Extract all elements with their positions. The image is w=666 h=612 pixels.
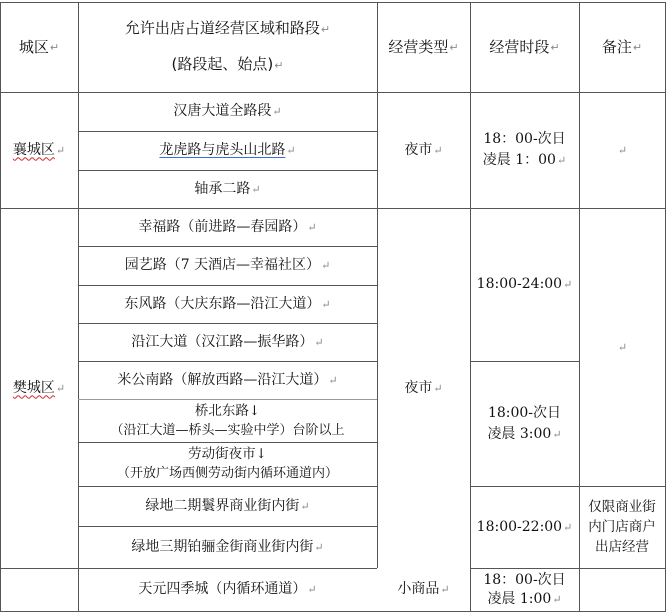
- type-last: 小商品 ↵: [377, 568, 470, 611]
- header-area-line1: 允许出店占道经营区域和路段: [124, 19, 320, 37]
- road-cell: 天元四季城（内循环通道） ↵: [138, 581, 317, 597]
- hours-line: 凌晨 3:00: [487, 425, 552, 442]
- road-line: （开放广场西侧劳动街内循环通道内）: [116, 466, 338, 481]
- road-line: 桥北东路↓: [194, 402, 261, 419]
- note-fancheng-b: 仅限商业街内门店商户出店经营: [588, 499, 656, 555]
- hours-line: 凌晨 1：00: [482, 152, 556, 168]
- note-fancheng-a: ↵: [617, 340, 628, 354]
- road-cell: 幸福路（前进路—春园路） ↵: [138, 218, 317, 235]
- type-fancheng: 夜市 ↵: [404, 379, 443, 396]
- road-line: （沿江大道—桥头—实验中学）台阶以上: [110, 422, 345, 438]
- road-cell: [78, 399, 377, 442]
- road-cell: 轴承二路 ↵: [194, 180, 261, 197]
- road-cell: 龙虎路与虎头山北路 ↵: [159, 142, 296, 158]
- district-fancheng: 樊城区 ↵: [12, 379, 66, 396]
- header-area: 允许出店占道经营区域和路段↵ (路段起、始点)↵: [124, 19, 331, 73]
- hours-fancheng-b: 18:00-次日 凌晨 3:00↵: [487, 404, 562, 442]
- header-area-line2: (路段起、始点): [171, 55, 274, 73]
- road-cell: 米公南路（解放西路—沿江大道） ↵: [117, 371, 338, 388]
- road-line: 劳动街夜市↓: [188, 446, 267, 462]
- type-xiangcheng: 夜市 ↵: [404, 141, 443, 158]
- hours-line: 18：00-次日: [483, 571, 566, 588]
- road-cell: 东风路（大庆东路—沿江大道） ↵: [124, 295, 331, 312]
- hours-xiangcheng: 18：00-次日 凌晨 1：00↵: [482, 131, 567, 168]
- hours-fancheng-c: 18:00-22:00 ↵: [476, 518, 573, 535]
- header-hours: 经营时段 ↵: [489, 37, 560, 56]
- road-cell: 园艺路（7 天酒店—幸福社区） ↵: [124, 257, 331, 273]
- hours-line: 18：00-次日: [483, 131, 566, 147]
- road-cell: 绿地二期鬟界商业街内街 ↵: [145, 497, 310, 514]
- note-xiangcheng: ↵: [617, 143, 628, 157]
- road-cell: [78, 442, 377, 486]
- header-note: 备注 ↵: [601, 37, 643, 56]
- hours-line: 凌晨 1:00: [487, 590, 552, 607]
- header-district: 城区 ↵: [18, 37, 60, 56]
- road-cell: 绿地三期铂骊金街商业街内街 ↵: [131, 538, 324, 555]
- road-cell: 汉唐大道全路段 ↵: [173, 103, 282, 119]
- district-xiangcheng: 襄城区 ↵: [12, 141, 66, 158]
- hours-line: 18:00-次日: [487, 404, 562, 421]
- hours-fancheng-a: 18:00-24:00 ↵: [476, 276, 573, 292]
- hours-last: 18：00-次日 凌晨 1:00↵: [483, 571, 566, 607]
- header-type: 经营类型 ↵: [388, 37, 459, 56]
- road-cell: 沿江大道（汉江路—振华路） ↵: [131, 333, 324, 350]
